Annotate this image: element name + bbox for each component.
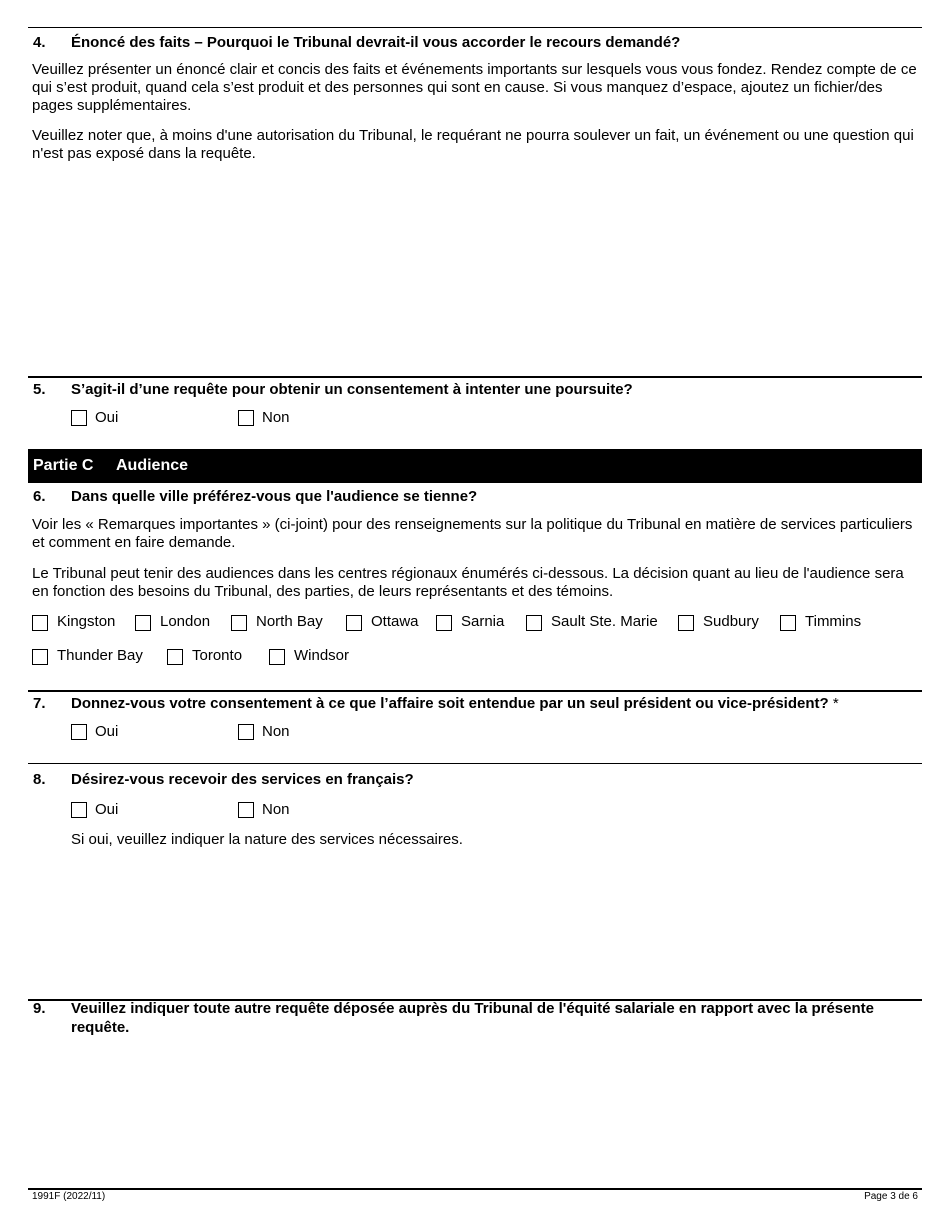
city-london-label: London <box>160 613 211 630</box>
city-thunder-bay-label: Thunder Bay <box>57 647 143 664</box>
city-kingston-checkbox[interactable] <box>32 615 48 631</box>
q4-answer-field[interactable] <box>28 170 922 370</box>
q6-number: 6. <box>33 488 46 505</box>
q4-note: Veuillez noter que, à moins d'une autorisation du Tribunal, le requérant ne pourra soulever un fait, un événement ou une question qui n'est pas exposé dans la requête. <box>32 127 914 162</box>
city-north-bay-label: North Bay <box>256 613 323 630</box>
q8-no-checkbox[interactable] <box>238 802 254 818</box>
city-london-checkbox[interactable] <box>135 615 151 631</box>
q4-title: Énoncé des faits – Pourquoi le Tribunal devrait-il vous accorder le recours demandé? <box>71 34 681 51</box>
q9-title: Veuillez indiquer toute autre requête déposée auprès du Tribunal de l'équité salariale en rapport avec la présente requête. <box>71 1000 874 1036</box>
city-sarnia-checkbox[interactable] <box>436 615 452 631</box>
part-c-header <box>28 449 922 483</box>
q8-number: 8. <box>33 771 46 788</box>
city-sudbury-checkbox[interactable] <box>678 615 694 631</box>
q7-no-label: Non <box>262 723 290 740</box>
q5-yes-label: Oui <box>95 409 119 426</box>
city-ottawa-checkbox[interactable] <box>346 615 362 631</box>
q7-yes-checkbox[interactable] <box>71 724 87 740</box>
q7-required-star: * <box>832 695 839 712</box>
q5-number: 5. <box>33 381 46 398</box>
part-c-title: Audience <box>116 457 189 474</box>
city-sault-ste-marie-checkbox[interactable] <box>526 615 542 631</box>
q5-top-rule <box>28 376 922 378</box>
city-sault-ste-marie-label: Sault Ste. Marie <box>551 613 658 630</box>
q6-remarks: Voir les « Remarques importantes » (ci-joint) pour des renseignements sur la politique du Tribunal en matière de services particuliers et comment en faire demande. <box>32 516 913 551</box>
city-thunder-bay-checkbox[interactable] <box>32 649 48 665</box>
q4-number: 4. <box>33 34 46 51</box>
city-toronto-checkbox[interactable] <box>167 649 183 665</box>
q8-services-prompt: Si oui, veuillez indiquer la nature des services nécessaires. <box>71 831 463 848</box>
q7-no-checkbox[interactable] <box>238 724 254 740</box>
form-id: 1991F (2022/11) <box>32 1191 106 1202</box>
part-c-label: Partie C <box>33 457 94 474</box>
q4-top-rule <box>28 27 922 28</box>
q7-number: 7. <box>33 695 46 712</box>
q7-title <box>71 694 839 713</box>
q5-no-label: Non <box>262 409 290 426</box>
q9-number: 9. <box>33 1000 46 1017</box>
footer-rule <box>28 1188 922 1190</box>
q5-title: S’agit-il d’une requête pour obtenir un consentement à intenter une poursuite? <box>71 381 633 398</box>
city-ottawa-label: Ottawa <box>371 613 419 630</box>
city-north-bay-checkbox[interactable] <box>231 615 247 631</box>
city-toronto-label: Toronto <box>192 647 243 664</box>
q7-title-text: Donnez-vous votre consentement à ce que l’affaire soit entendue par un seul président ou vice-président? <box>71 695 829 712</box>
q8-yes-label: Oui <box>95 801 119 818</box>
q8-services-field[interactable] <box>28 855 922 993</box>
q9-answer-field[interactable] <box>28 1042 922 1182</box>
city-kingston-label: Kingston <box>57 613 116 630</box>
q6-regional-note: Le Tribunal peut tenir des audiences dans les centres régionaux énumérés ci-dessous. La décision quant au lieu de l'audience sera en fonction des besoins du Tribunal, des parties, de leurs représentants et des témoins. <box>32 565 904 600</box>
city-windsor-label: Windsor <box>294 647 350 664</box>
q5-no-checkbox[interactable] <box>238 410 254 426</box>
q6-title: Dans quelle ville préférez-vous que l'audience se tienne? <box>71 488 478 505</box>
page-number: Page 3 de 6 <box>864 1191 918 1202</box>
q4-instructions: Veuillez présenter un énoncé clair et concis des faits et événements importants sur lesquels vous vous fondez. Rendez compte de ce qui s’est produit, quand cela s’est produit et des personnes qui sont en cause. Si vous manquez d’espace, ajoutez un fichier/des pages supplémentaires. <box>32 61 917 114</box>
q5-yes-checkbox[interactable] <box>71 410 87 426</box>
city-windsor-checkbox[interactable] <box>269 649 285 665</box>
q7-top-rule <box>28 690 922 692</box>
q8-yes-checkbox[interactable] <box>71 802 87 818</box>
q8-top-rule <box>28 763 922 764</box>
q8-no-label: Non <box>262 801 290 818</box>
city-timmins-checkbox[interactable] <box>780 615 796 631</box>
city-sarnia-label: Sarnia <box>461 613 505 630</box>
city-sudbury-label: Sudbury <box>703 613 759 630</box>
q7-yes-label: Oui <box>95 723 119 740</box>
city-timmins-label: Timmins <box>805 613 862 630</box>
q8-title: Désirez-vous recevoir des services en français? <box>71 771 414 788</box>
